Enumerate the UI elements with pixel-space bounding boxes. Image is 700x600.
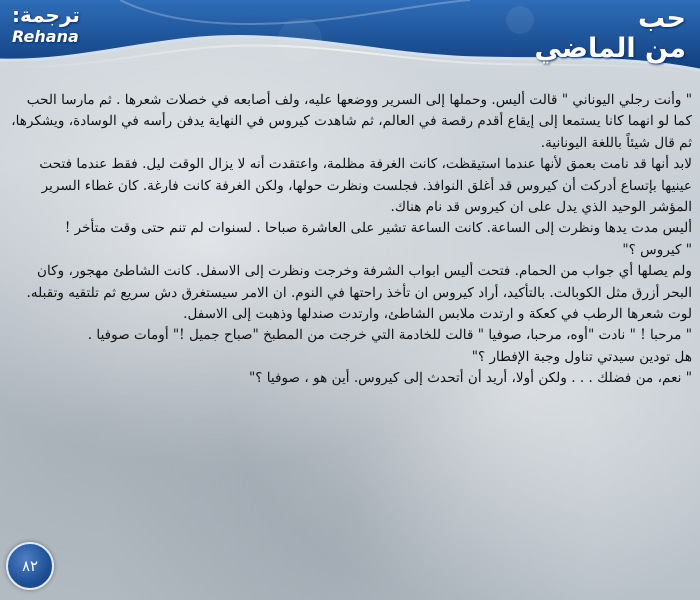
paragraph: " كيروس ؟": [622, 241, 692, 258]
page-number-badge: ٨٢: [6, 542, 54, 590]
paragraph: " وأنت رجلي اليوناني " قالت أليس. وحملها إلى السرير ووضعها عليه، ولف أصابعه في خصلات شعرها . ثم مارسا الحب كما لو انهما كانا يستمعا إلى إيقاع أقدم رقصة في العالم، ثم شاهدت كيروس في النهاية يدفن رأسه في الوسادة، ويشكرها، ثم قال شيئاً باللغة اليونانية.: [11, 92, 692, 151]
paragraph: هل تودين سيدتي تناول وجبة الإفطار ؟": [471, 348, 692, 365]
translator-credit: [12, 2, 132, 46]
translation-label: ترجمة:: [12, 3, 80, 27]
paragraph: أليس مدت يدها ونظرت إلى الساعة. كانت الساعة تشير على العاشرة صباحا . لسنوات لم تنم حتى وقت متأخر !: [64, 220, 692, 237]
translator-name: Rehana: [12, 27, 79, 46]
paragraph: " نعم، من فضلك . . . ولكن أولا، أريد أن أتحدث إلى كيروس. أين هو ، صوفيا ؟": [248, 370, 692, 387]
book-title-line1: حب: [637, 3, 686, 34]
book-title-line2: من الماضي: [534, 33, 686, 64]
paragraph: لابد أنها قد نامت بعمق لأنها عندما استيقظت، كانت الغرفة مظلمة، واعتقدت أنه لا يزال الوقت ليل. فقط عندما فتحت عينيها بإتساع أدركت أن كيروس قد أغلق النوافذ. فجلست ونظرت حولها، ولكن الغرفة كانت فارغة. كان غطاء السرير المؤشر الوحيد الذي يدل على ان كيروس قد نام هناك.: [39, 156, 692, 216]
paragraph: ولم يصلها أي جواب من الحمام. فتحت أليس ابواب الشرفة وخرجت ونظرت إلى الاسفل. كانت الشاطئ مهجور، وكان البحر أزرق مثل الكوبالت. بالتأكيد، أراد كيروس ان تأخذ راحتها في النوم. ان الامر سيستغرق دش سريع ثم تلتقيه وتقبله.: [26, 263, 692, 301]
story-text: [10, 90, 692, 390]
paragraph: " مرحبا ! " نادت "أوه، مرحبا، صوفيا " قالت للخادمة التي خرجت من المطبخ "صباح جميل !" أومات صوفيا .: [87, 327, 692, 344]
header-banner: [0, 0, 700, 85]
book-title: [486, 4, 686, 64]
paragraph: لوت شعرها الرطب في كعكة و ارتدت ملابس الشاطئ، وارتدت صندلها وذهبت إلى الاسفل.: [183, 306, 692, 323]
